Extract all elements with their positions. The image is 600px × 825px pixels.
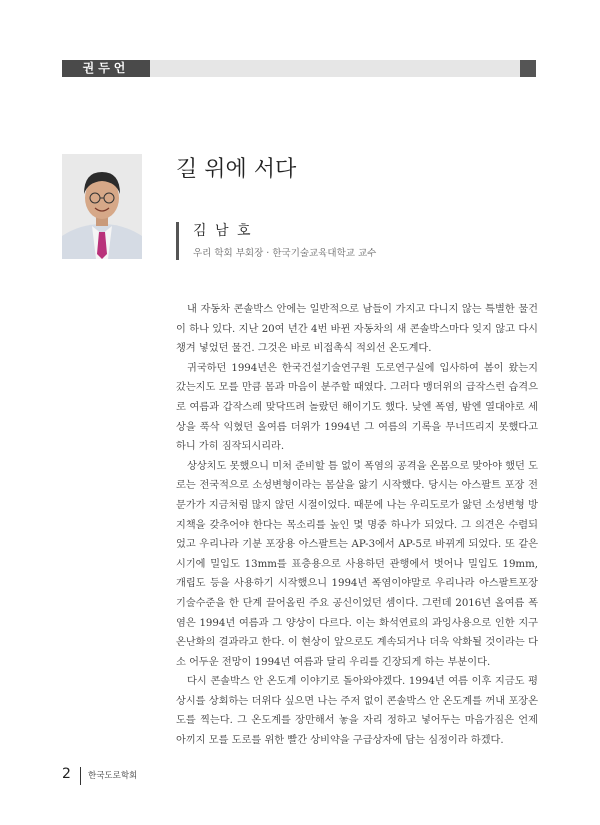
author-portrait-image bbox=[62, 154, 142, 259]
body-paragraph: 귀국하던 1994년은 한국건설기술연구원 도로연구실에 입사하여 봄이 왔는지 갔는지도 모를 만큼 몸과 마음이 분주할 때였다. 그러다 맹더위의 급작스런 습격으로 여름과 갑작스레 맞닥뜨려 놀랐던 해이기도 했다. 낮엔 폭염, 밤엔 열대야로 세상을 푹삭 익혔던 올여름 더위가 1994년 그 여름의 기록을 무너뜨리지 못했다고 하니 가히 짐작되시리라. bbox=[176, 362, 538, 453]
article-body bbox=[176, 300, 538, 751]
body-paragraph: 다시 콘솔박스 안 온도계 이야기로 돌아와야겠다. 1994년 여름 이후 지금도 평상시를 상회하는 더위다 싶으면 나는 주저 없이 콘솔박스 안 온도계를 꺼내 포장온도를 찍는다. 그 온도계를 장만해서 놓을 자리 정하고 넣어두는 마음가짐은 언제 아끼지 모를 도로를 위한 빨간 상비약을 구급상자에 담는 심정이라 하겠다. bbox=[176, 676, 538, 747]
page-number: 2 bbox=[62, 766, 71, 782]
author-name: 김 남 호 bbox=[193, 223, 253, 239]
body-paragraph: 내 자동차 콘솔박스 안에는 일반적으로 남들이 가지고 다니지 않는 특별한 물건이 하나 있다. 지난 20여 년간 4번 바뀐 자동차의 새 콘솔박스마다 잊지 않고 다시 챙겨 넣었던 물건. 그것은 바로 비접촉식 적외선 온도계다. bbox=[176, 304, 538, 355]
section-header-end-block bbox=[520, 60, 536, 77]
footer-divider bbox=[80, 767, 81, 785]
article-title: 길 위에 서다 bbox=[176, 157, 297, 182]
section-label: 권두언 bbox=[62, 60, 150, 77]
body-paragraph: 상상치도 못했으니 미처 준비할 틈 없이 폭염의 공격을 온몸으로 맞아야 했던 도로는 전국적으로 소성변형이라는 몸살을 앓기 시작했다. 당시는 아스팔트 포장 전문가가 지금처럼 많지 않던 시절이었다. 때문에 나는 우리도로가 앓던 소성변형 방지책을 갖추어야 한다는 목소리를 높인 몇 명중 하나가 되었다. 그 의견은 수렴되었고 우리나라 기분 포장용 아스팔트는 AP-3에서 AP-5로 바뀌게 되었다. 또 같은 시기에 밀입도 13mm를 표층용으로 사용하던 관행에서 벗어나 밀입도 19mm, 개립도 등을 사용하기 시작했으니 1994년 폭염이야말로 우리나라 아스팔트포장 기술수준을 한 단계 끌어올린 주요 공신이었던 셈이다. 그런데 2016년 올여름 폭염은 1994년 여름과 그 양상이 다르다. 이는 화석연료의 과잉사용으로 인한 지구 온난화의 결과라고 한다. 이 현상이 앞으로도 계속되거나 더욱 악화될 것이라는 다소 어두운 전망이 1994년 여름과 달리 우리를 긴장되게 하는 부분이다. bbox=[176, 460, 539, 668]
author-divider bbox=[176, 222, 179, 260]
journal-name: 한국도로학회 bbox=[88, 771, 138, 781]
author-photo bbox=[62, 154, 142, 259]
author-affiliation: 우리 학회 부회장 · 한국기술교육대학교 교수 bbox=[193, 248, 377, 259]
